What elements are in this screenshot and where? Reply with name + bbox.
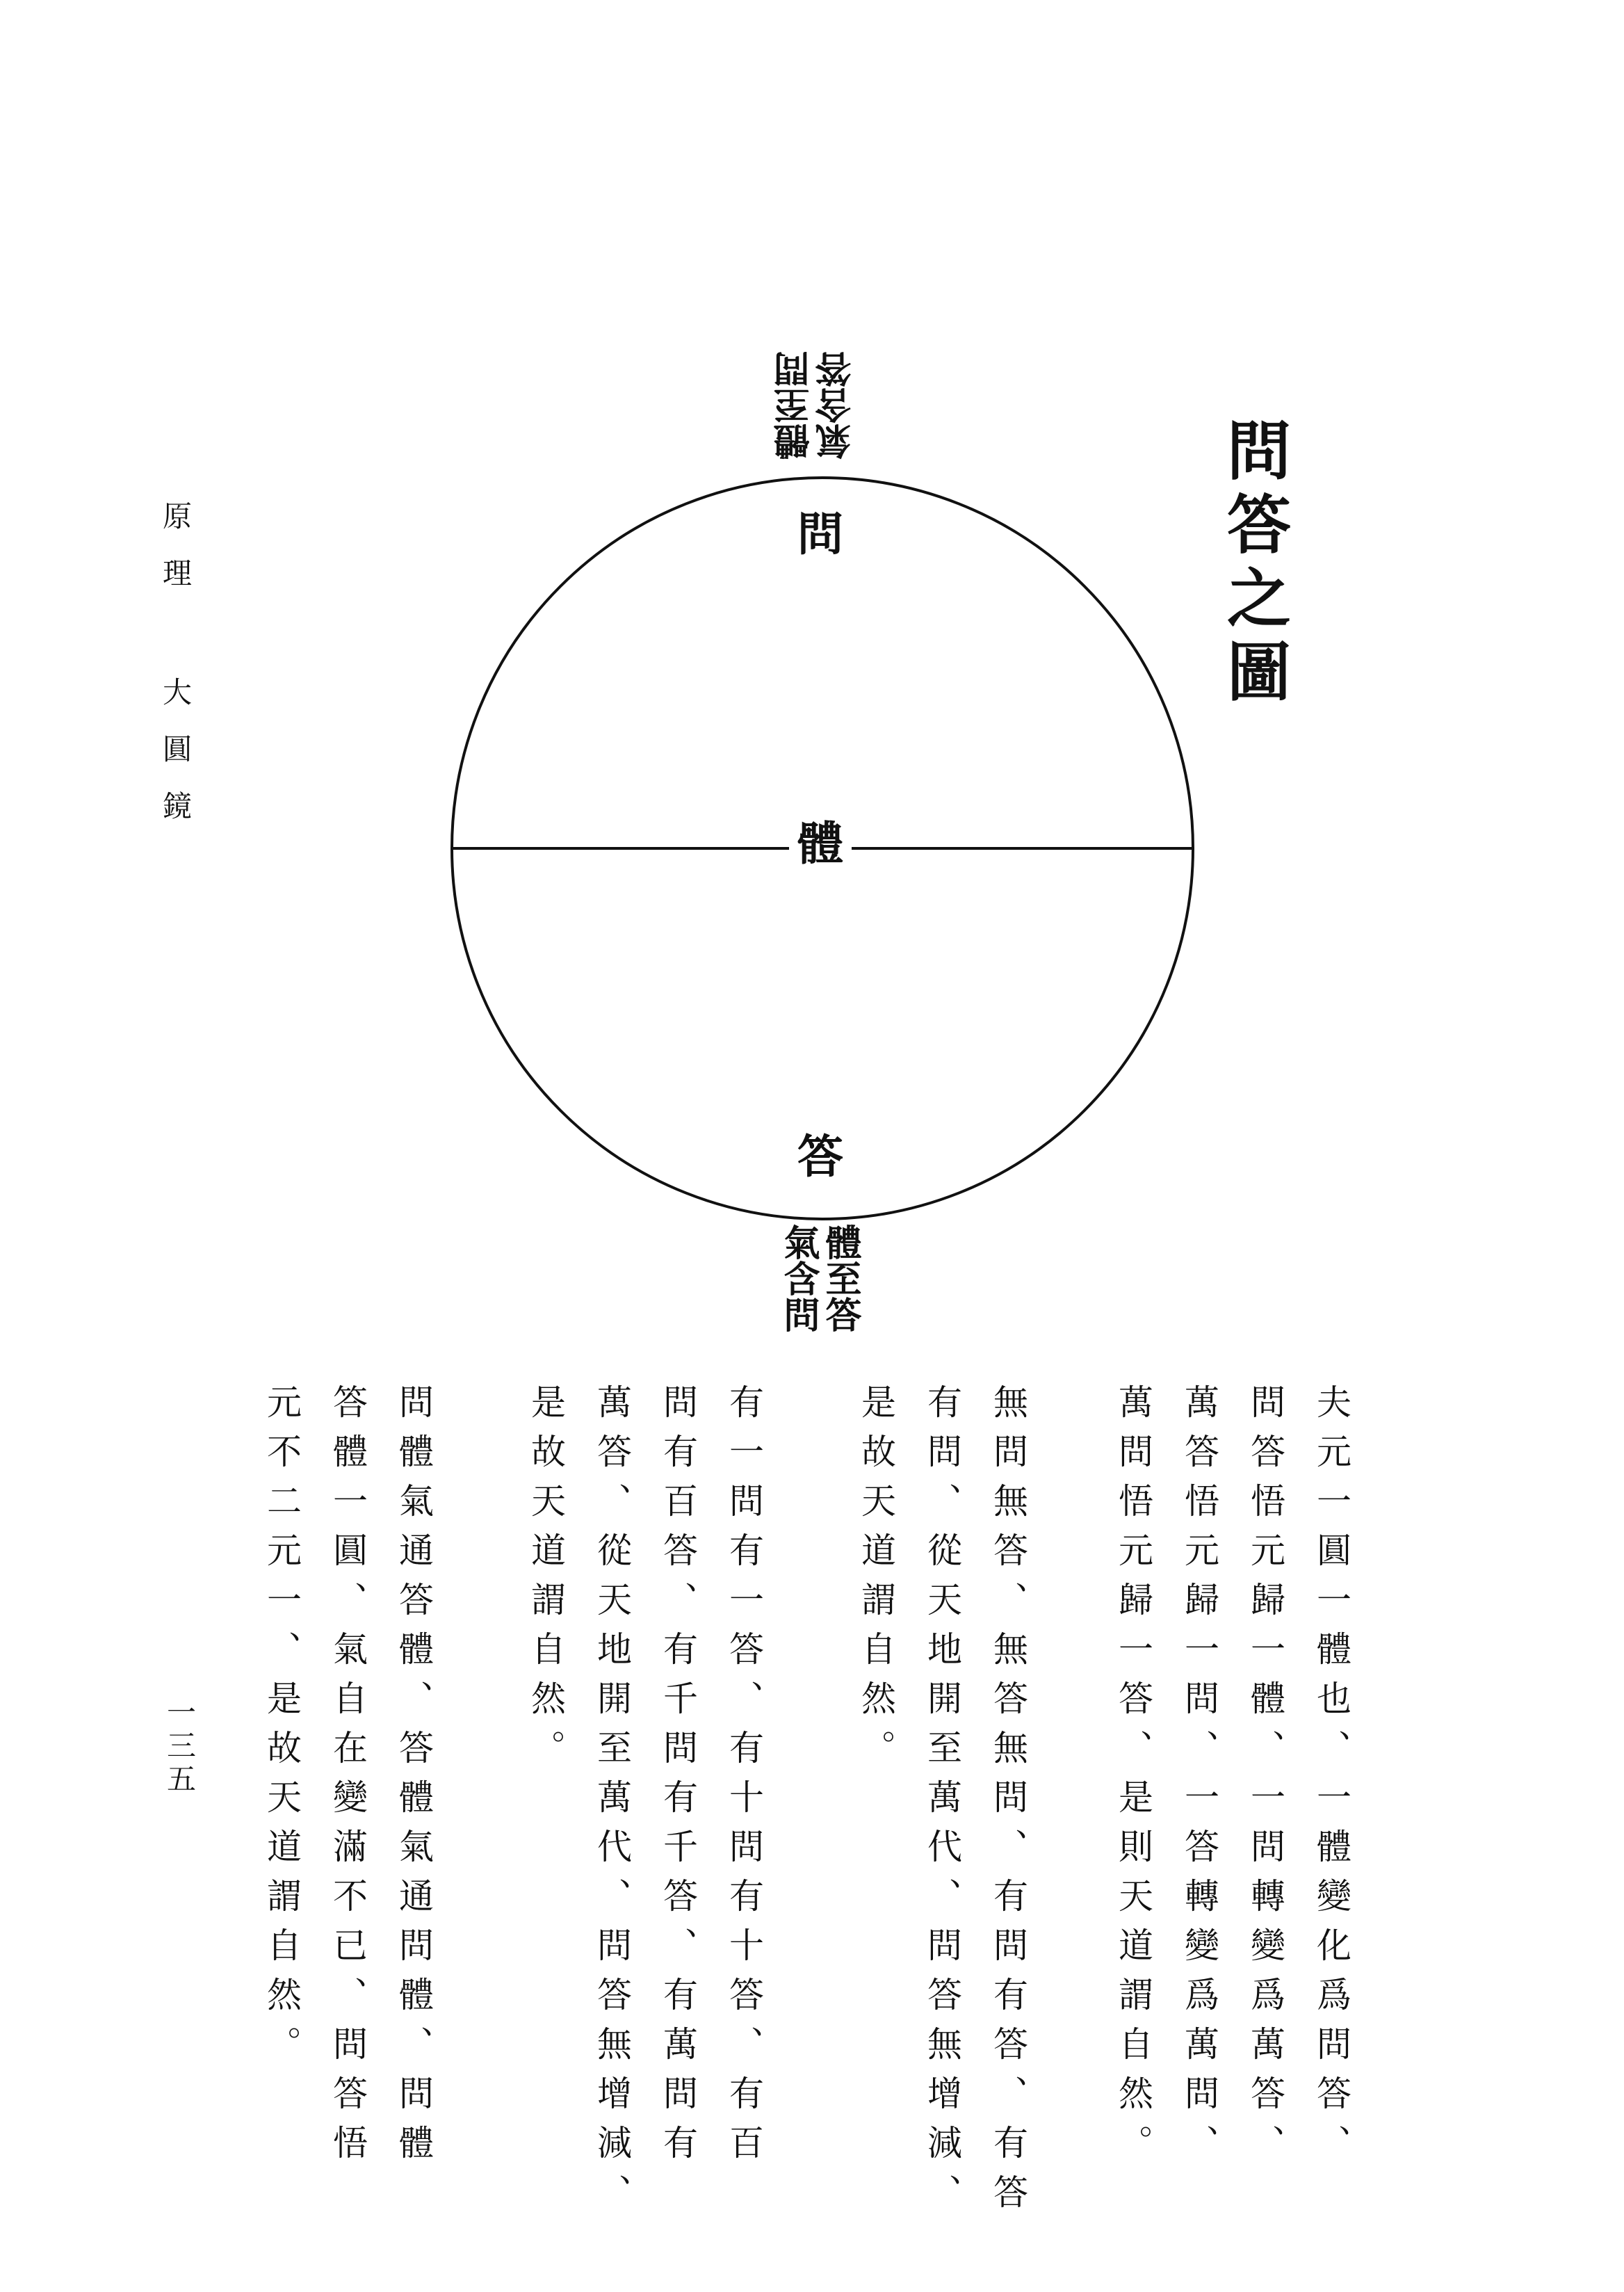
body-column: 無問無答、無答無問、有問有答、有答 (988, 1384, 1028, 2223)
running-head: 原理 大圓鏡 (159, 501, 193, 848)
bottom-note-column: 氣含問 (777, 1224, 820, 1332)
diagram-top-note (774, 351, 858, 460)
bottom-note-column: 體至答 (819, 1224, 861, 1332)
diagram-bottom-note (777, 1224, 861, 1332)
diagram-center-label: 體 (789, 821, 852, 866)
top-note-column: 體至問 (774, 351, 816, 460)
page-title: 問答之圖 (1217, 417, 1292, 712)
body-column: 問體氣通答體、答體氣通問體、問體 (393, 1384, 434, 2174)
page-number: 一三五 (163, 1697, 197, 1797)
body-column: 萬問悟元歸一答、是則天道謂自然。 (1113, 1384, 1153, 2174)
body-column: 萬答悟元歸一問、一答轉變爲萬問、 (1179, 1384, 1219, 2174)
body-column: 問有百答、有千問有千答、有萬問有 (658, 1384, 698, 2174)
diagram-bottom-label: 答 (797, 1129, 843, 1184)
body-column: 元不二元一、是故天道謂自然。 (261, 1384, 302, 2075)
body-column: 有問、從天地開至萬代、問答無增減、 (922, 1384, 962, 2223)
diagram-top-label: 問 (797, 507, 843, 561)
body-column: 萬答、從天地開至萬代、問答無增減、 (592, 1384, 632, 2223)
body-column: 夫元一圓一體也、一體變化爲問答、 (1311, 1384, 1351, 2174)
body-column: 是故天道謂自然。 (856, 1384, 896, 1779)
body-column: 答體一圓、氣自在變滿不已、問答悟 (327, 1384, 368, 2174)
body-column: 問答悟元歸一體、一問轉變爲萬答、 (1245, 1384, 1285, 2174)
body-column: 是故天道謂自然。 (526, 1384, 566, 1779)
body-column: 有一問有一答、有十問有十答、有百 (724, 1384, 764, 2174)
top-note-column: 氣含答 (815, 351, 858, 460)
